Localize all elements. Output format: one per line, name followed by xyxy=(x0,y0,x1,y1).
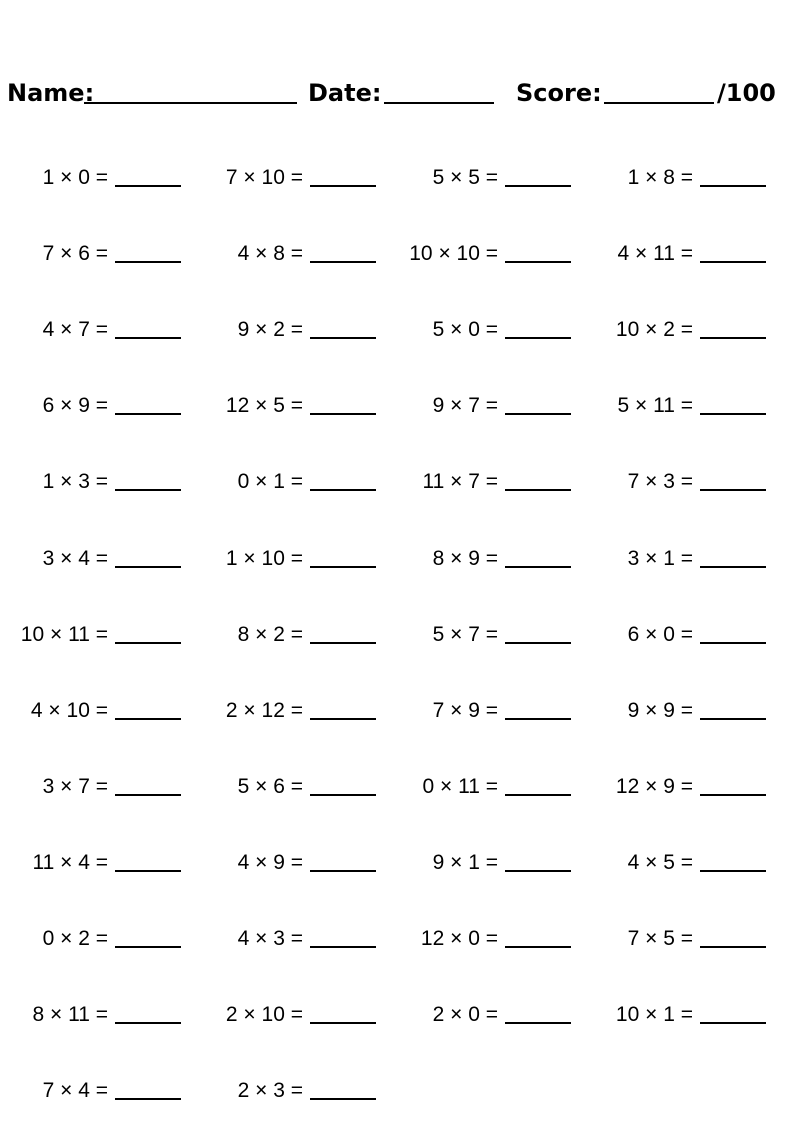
problem-expression: 2 × 3 = xyxy=(237,1079,303,1103)
problem-expression: 4 × 5 = xyxy=(627,850,693,874)
problem-item xyxy=(0,848,195,878)
answer-blank[interactable] xyxy=(115,566,181,568)
problem-expression: 6 × 9 = xyxy=(42,394,108,418)
answer-blank[interactable] xyxy=(505,489,571,491)
problem-expression: 11 × 4 = xyxy=(32,850,108,874)
problem-item xyxy=(0,544,195,574)
problem-expression: 0 × 1 = xyxy=(237,470,303,494)
problem-expression: 7 × 3 = xyxy=(627,470,693,494)
answer-blank[interactable] xyxy=(700,337,766,339)
problem-item xyxy=(195,848,390,878)
answer-blank[interactable] xyxy=(505,794,571,796)
answer-blank[interactable] xyxy=(310,1022,376,1024)
problem-expression: 11 × 7 = xyxy=(422,470,498,494)
problem-expression: 4 × 9 = xyxy=(237,850,303,874)
problem-expression: 4 × 10 = xyxy=(30,698,108,722)
problem-item xyxy=(585,391,780,421)
problem-item xyxy=(195,544,390,574)
problem-expression: 3 × 4 = xyxy=(42,546,108,570)
problem-item xyxy=(585,467,780,497)
problem-expression: 5 × 0 = xyxy=(432,318,498,342)
answer-blank[interactable] xyxy=(310,642,376,644)
problem-item xyxy=(585,620,780,650)
answer-blank[interactable] xyxy=(505,566,571,568)
problem-expression: 7 × 10 = xyxy=(225,166,303,189)
answer-blank[interactable] xyxy=(700,566,766,568)
answer-blank[interactable] xyxy=(310,946,376,948)
answer-blank[interactable] xyxy=(700,261,766,263)
answer-blank[interactable] xyxy=(700,413,766,415)
problem-expression: 12 × 5 = xyxy=(225,394,303,418)
answer-blank[interactable] xyxy=(700,718,766,720)
answer-blank[interactable] xyxy=(310,261,376,263)
answer-blank[interactable] xyxy=(115,489,181,491)
answer-blank[interactable] xyxy=(115,794,181,796)
problem-expression: 5 × 7 = xyxy=(432,622,498,646)
answer-blank[interactable] xyxy=(115,642,181,644)
problem-item xyxy=(390,391,585,421)
problem-item xyxy=(0,391,195,421)
answer-blank[interactable] xyxy=(700,794,766,796)
problem-item xyxy=(0,1000,195,1030)
answer-blank[interactable] xyxy=(115,261,181,263)
answer-blank[interactable] xyxy=(700,185,766,187)
problem-expression: 0 × 2 = xyxy=(42,927,108,950)
problem-item xyxy=(0,315,195,345)
problem-item xyxy=(195,467,390,497)
problem-expression: 1 × 8 = xyxy=(627,166,693,189)
problem-item xyxy=(0,1076,195,1106)
problem-expression: 12 × 9 = xyxy=(615,774,693,798)
answer-blank[interactable] xyxy=(115,718,181,720)
answer-blank[interactable] xyxy=(115,1022,181,1024)
answer-blank[interactable] xyxy=(115,413,181,415)
problem-expression: 7 × 6 = xyxy=(42,242,108,266)
answer-blank[interactable] xyxy=(310,185,376,187)
answer-blank[interactable] xyxy=(505,413,571,415)
problem-item xyxy=(390,239,585,269)
problem-expression: 9 × 9 = xyxy=(627,698,693,722)
problem-expression: 10 × 1 = xyxy=(615,1003,693,1027)
problem-item xyxy=(585,696,780,726)
answer-blank[interactable] xyxy=(505,185,571,187)
problem-item xyxy=(585,1000,780,1030)
problem-expression: 2 × 12 = xyxy=(225,698,303,722)
answer-blank[interactable] xyxy=(505,946,571,948)
problem-item xyxy=(390,924,585,954)
problem-expression: 8 × 11 = xyxy=(32,1003,108,1027)
answer-blank[interactable] xyxy=(115,185,181,187)
answer-blank[interactable] xyxy=(310,718,376,720)
problem-item xyxy=(390,696,585,726)
problem-item xyxy=(390,315,585,345)
score-label: Score: xyxy=(516,79,602,107)
answer-blank[interactable] xyxy=(700,1022,766,1024)
answer-blank[interactable] xyxy=(505,718,571,720)
problem-item xyxy=(585,772,780,802)
answer-blank[interactable] xyxy=(700,870,766,872)
answer-blank[interactable] xyxy=(115,337,181,339)
problem-item xyxy=(195,239,390,269)
problem-expression: 2 × 10 = xyxy=(225,1003,303,1027)
problem-item xyxy=(195,163,390,193)
score-total: /100 xyxy=(717,79,776,107)
problem-item xyxy=(0,772,195,802)
problem-item xyxy=(390,772,585,802)
problem-item xyxy=(195,924,390,954)
problem-expression: 6 × 0 = xyxy=(627,622,693,646)
problem-expression: 3 × 7 = xyxy=(42,774,108,798)
problem-item xyxy=(195,696,390,726)
problem-item xyxy=(195,391,390,421)
problem-expression: 7 × 4 = xyxy=(42,1079,108,1103)
problem-item xyxy=(0,620,195,650)
problem-expression: 5 × 5 = xyxy=(432,166,498,189)
problem-item xyxy=(585,163,780,193)
problem-item xyxy=(390,620,585,650)
problem-expression: 1 × 3 = xyxy=(42,470,108,494)
problem-expression: 5 × 6 = xyxy=(237,774,303,798)
answer-blank[interactable] xyxy=(505,642,571,644)
problem-item xyxy=(390,163,585,193)
problem-item xyxy=(585,544,780,574)
problem-expression: 8 × 2 = xyxy=(237,622,303,646)
problem-expression: 5 × 11 = xyxy=(617,394,693,418)
problem-item xyxy=(585,848,780,878)
problem-item xyxy=(0,467,195,497)
problem-expression: 7 × 9 = xyxy=(432,698,498,722)
problem-expression: 3 × 1 = xyxy=(627,546,693,570)
answer-blank[interactable] xyxy=(310,870,376,872)
problem-expression: 9 × 2 = xyxy=(237,318,303,342)
problem-expression: 1 × 10 = xyxy=(225,546,303,570)
problem-item xyxy=(0,924,195,954)
problem-expression: 10 × 2 = xyxy=(615,318,693,342)
answer-blank[interactable] xyxy=(505,870,571,872)
problem-expression: 9 × 7 = xyxy=(432,394,498,418)
answer-blank[interactable] xyxy=(700,946,766,948)
answer-blank[interactable] xyxy=(310,1098,376,1100)
answer-blank[interactable] xyxy=(115,1098,181,1100)
problem-expression: 0 × 11 = xyxy=(422,774,498,798)
answer-blank[interactable] xyxy=(115,870,181,872)
problem-item xyxy=(390,544,585,574)
problem-expression: 10 × 10 = xyxy=(409,242,498,266)
problem-item xyxy=(585,924,780,954)
problem-item xyxy=(0,163,195,193)
problem-item xyxy=(0,239,195,269)
date-label: Date: xyxy=(308,79,382,107)
problem-expression: 4 × 8 = xyxy=(237,242,303,266)
problem-item xyxy=(195,1000,390,1030)
problem-item xyxy=(390,467,585,497)
problem-item xyxy=(390,1000,585,1030)
problem-expression: 1 × 0 = xyxy=(42,166,108,189)
answer-blank[interactable] xyxy=(310,413,376,415)
problem-expression: 4 × 7 = xyxy=(42,318,108,342)
answer-blank[interactable] xyxy=(700,489,766,491)
answer-blank[interactable] xyxy=(700,642,766,644)
problem-expression: 4 × 3 = xyxy=(237,927,303,950)
answer-blank[interactable] xyxy=(310,794,376,796)
problem-expression: 4 × 11 = xyxy=(617,242,693,266)
answer-blank[interactable] xyxy=(115,946,181,948)
problem-item xyxy=(195,315,390,345)
problem-expression: 2 × 0 = xyxy=(432,1003,498,1027)
problem-expression: 9 × 1 = xyxy=(432,850,498,874)
problem-expression: 12 × 0 = xyxy=(420,927,498,950)
name-label: Name: xyxy=(7,79,95,107)
answer-blank[interactable] xyxy=(310,489,376,491)
problem-item xyxy=(195,620,390,650)
problem-item xyxy=(585,239,780,269)
answer-blank[interactable] xyxy=(310,566,376,568)
answer-blank[interactable] xyxy=(505,337,571,339)
problem-item xyxy=(195,1076,390,1106)
problem-item xyxy=(195,772,390,802)
problem-item xyxy=(0,696,195,726)
problem-expression: 10 × 11 = xyxy=(20,622,108,646)
problem-item xyxy=(390,848,585,878)
problem-expression: 7 × 5 = xyxy=(627,927,693,950)
answer-blank[interactable] xyxy=(310,337,376,339)
problem-item xyxy=(585,315,780,345)
answer-blank[interactable] xyxy=(505,261,571,263)
answer-blank[interactable] xyxy=(505,1022,571,1024)
problem-expression: 8 × 9 = xyxy=(432,546,498,570)
